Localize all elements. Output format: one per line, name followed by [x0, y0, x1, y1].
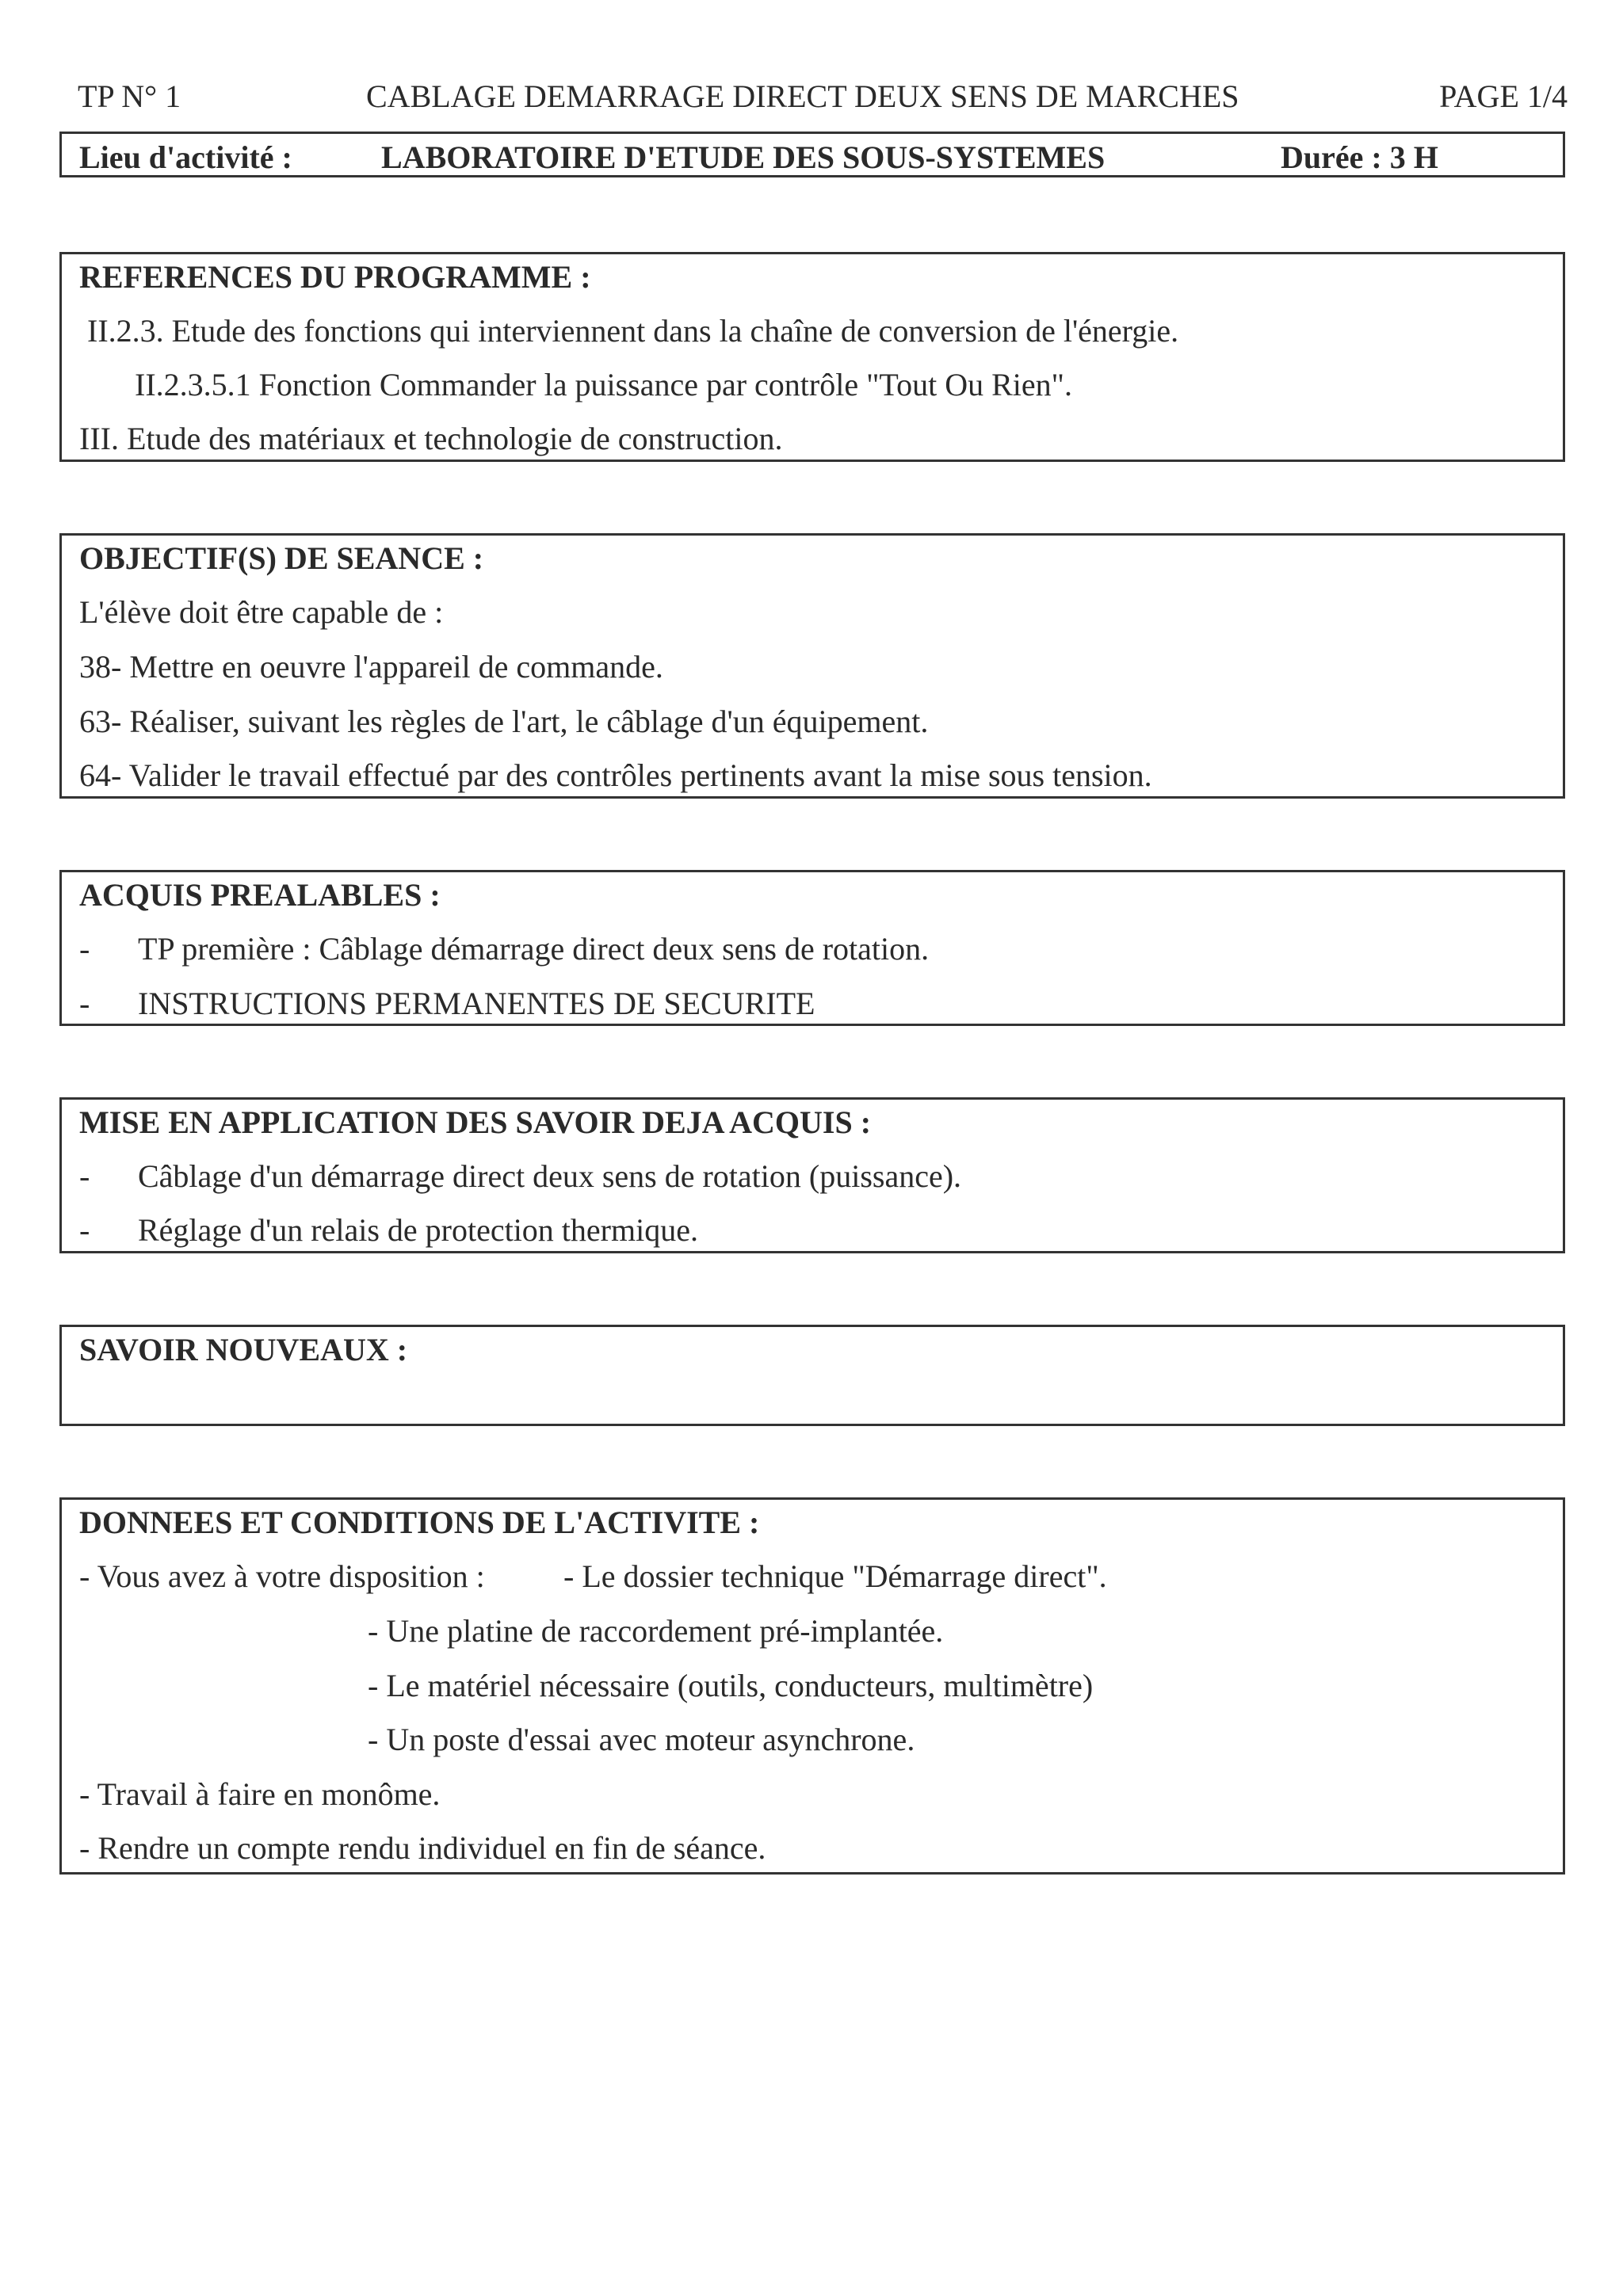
activity-bar: [59, 132, 1565, 177]
disposition-label: - Vous avez à votre disposition :: [79, 1558, 485, 1594]
donnees-title: DONNEES ET CONDITIONS DE L'ACTIVITE :: [79, 1505, 760, 1540]
acquis-item: TP première : Câblage démarrage direct deux sens de rotation.: [138, 931, 930, 967]
lieu-value: LABORATOIRE D'ETUDE DES SOUS-SYSTEMES: [381, 139, 1106, 175]
application-item: Réglage d'un relais de protection thermique.: [138, 1212, 698, 1248]
disposition-item: - Le dossier technique "Démarrage direct".: [563, 1558, 1107, 1594]
duree: Durée : 3 H: [1281, 139, 1438, 175]
references-title: REFERENCES DU PROGRAMME :: [79, 259, 591, 295]
objectif-item: 64- Valider le travail effectué par des contrôles pertinents avant la mise sous tension.: [79, 757, 1152, 793]
application-title: MISE EN APPLICATION DES SAVOIR DEJA ACQUIS :: [79, 1104, 872, 1140]
document-title: CABLAGE DEMARRAGE DIRECT DEUX SENS DE MARCHES: [366, 78, 1239, 114]
reference-line: III. Etude des matériaux et technologie de construction.: [79, 421, 783, 456]
acquis-title: ACQUIS PREALABLES :: [79, 877, 441, 913]
acquis-box: [59, 870, 1565, 1026]
bullet-dash: -: [79, 1158, 90, 1194]
page-number: PAGE 1/4: [1439, 78, 1568, 114]
objectif-item: 38- Mettre en oeuvre l'appareil de commande.: [79, 649, 663, 685]
objectif-item: 63- Réaliser, suivant les règles de l'art, le câblage d'un équipement.: [79, 704, 929, 739]
disposition-item: - Le matériel nécessaire (outils, conducteurs, multimètre): [368, 1668, 1094, 1703]
page-header: [78, 78, 1568, 117]
donnees-box: [59, 1497, 1565, 1875]
compte-rendu-line: - Rendre un compte rendu individuel en fin de séance.: [79, 1830, 766, 1866]
objectifs-intro: L'élève doit être capable de :: [79, 594, 444, 630]
bullet-dash: -: [79, 931, 90, 967]
acquis-item: INSTRUCTIONS PERMANENTES DE SECURITE: [138, 986, 815, 1021]
bullet-dash: -: [79, 986, 90, 1021]
bullet-dash: -: [79, 1212, 90, 1248]
lieu-label: Lieu d'activité :: [79, 139, 292, 175]
tp-number: TP N° 1: [78, 78, 181, 114]
savoir-nouveaux-title: SAVOIR NOUVEAUX :: [79, 1332, 408, 1367]
travail-line: - Travail à faire en monôme.: [79, 1776, 441, 1812]
disposition-item: - Une platine de raccordement pré-implantée.: [368, 1613, 944, 1649]
application-box: [59, 1097, 1565, 1253]
objectifs-title: OBJECTIF(S) DE SEANCE :: [79, 540, 484, 576]
reference-line: II.2.3.5.1 Fonction Commander la puissance par contrôle "Tout Ou Rien".: [135, 367, 1072, 402]
objectifs-box: [59, 533, 1565, 799]
savoir-nouveaux-box: [59, 1325, 1565, 1426]
application-item: Câblage d'un démarrage direct deux sens de rotation (puissance).: [138, 1158, 962, 1194]
disposition-item: - Un poste d'essai avec moteur asynchrone.: [368, 1722, 915, 1757]
reference-line: II.2.3. Etude des fonctions qui interviennent dans la chaîne de conversion de l'énergie.: [87, 313, 1179, 349]
references-box: [59, 252, 1565, 462]
